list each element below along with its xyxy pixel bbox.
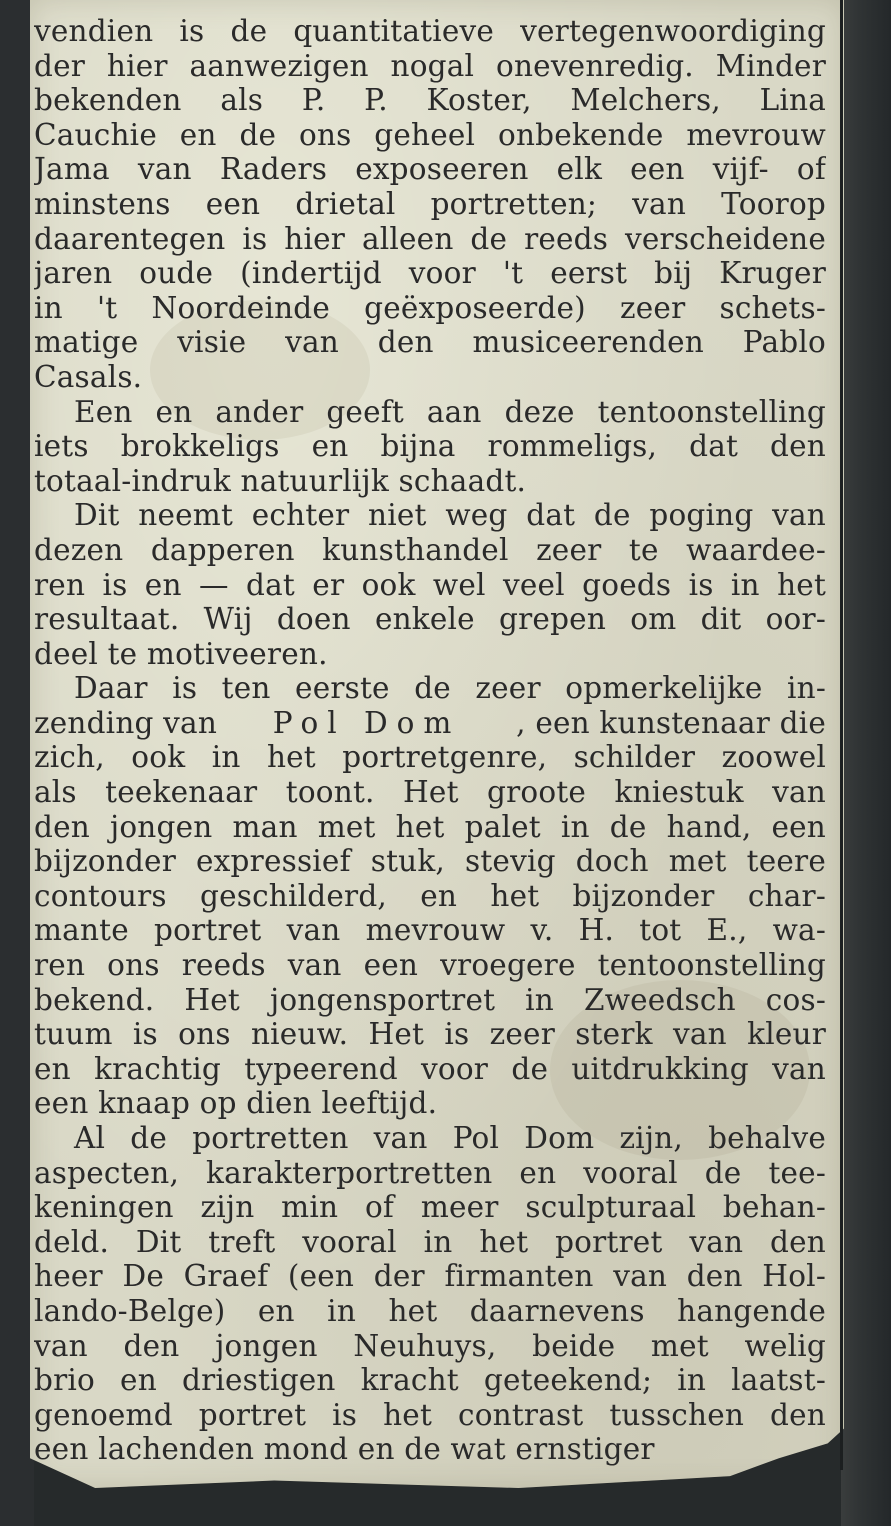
text-fragment: zending van bbox=[34, 705, 218, 740]
article-text bbox=[34, 14, 826, 1467]
text-line: deld. Dit treft vooral in het portret van den bbox=[34, 1224, 826, 1259]
text-line: in 't Noordeinde geëxposeerde) zeer schets- bbox=[34, 290, 826, 325]
text-line: bekenden als P. P. Koster, Melchers, Lina bbox=[34, 83, 826, 118]
text-line: den jongen man met het palet in de hand, een bbox=[34, 809, 826, 844]
text-line: heer De Graef (een der firmanten van den Hol- bbox=[34, 1259, 826, 1294]
text-line: matige visie van den musiceerenden Pablo bbox=[34, 325, 826, 360]
text-line: ren is en — dat er ook wel veel goeds is in het bbox=[34, 567, 826, 602]
text-line: iets brokkeligs en bijna rommeligs, dat den bbox=[34, 429, 826, 464]
text-line: mante portret van mevrouw v. H. tot E., wa- bbox=[34, 913, 826, 948]
text-line: deel te motiveeren. bbox=[34, 636, 328, 671]
text-line: minstens een drietal portretten; van Toorop bbox=[34, 186, 826, 221]
text-line: jaren oude (indertijd voor 't eerst bij Kruger bbox=[34, 256, 826, 291]
text-line: een lachenden mond en de wat ernstiger bbox=[34, 1432, 655, 1467]
text-line: zich, ook in het portretgenre, schilder zoowel bbox=[34, 740, 826, 775]
text-line: aspecten, karakterportretten en vooral de tee- bbox=[34, 1155, 826, 1190]
text-line: bekend. Het jongensportret in Zweedsch cos- bbox=[34, 982, 826, 1017]
text-line: der hier aanwezigen nogal onevenredig. Minder bbox=[34, 48, 826, 83]
artist-name: Pol Dom bbox=[272, 705, 461, 740]
text-line: Een en ander geeft aan deze tentoonstelling bbox=[74, 394, 826, 429]
text-line: een knaap op dien leeftijd. bbox=[34, 1086, 438, 1121]
text-line: genoemd portret is het contrast tusschen den bbox=[34, 1397, 826, 1432]
backdrop-left bbox=[0, 0, 34, 1526]
text-line: totaal-indruk natuurlijk schaadt. bbox=[34, 463, 527, 498]
text-line: Casals. bbox=[34, 359, 143, 394]
text-line: keningen zijn min of meer sculpturaal behan- bbox=[34, 1190, 826, 1225]
text-line: brio en driestigen kracht geteekend; in laatst- bbox=[34, 1363, 826, 1398]
text-line: lando-Belge) en in het daarnevens hangende bbox=[34, 1293, 826, 1328]
backdrop-right bbox=[841, 0, 891, 1526]
text-line bbox=[34, 706, 826, 741]
text-line: ren ons reeds van een vroegere tentoonstelling bbox=[34, 948, 826, 983]
text-fragment: , een kunstenaar die bbox=[516, 705, 826, 740]
text-line: als teekenaar toont. Het groote kniestuk van bbox=[34, 775, 826, 810]
text-line: Dit neemt echter niet weg dat de poging van bbox=[74, 498, 826, 533]
clipping-edge bbox=[840, 0, 843, 1470]
text-line: tuum is ons nieuw. Het is zeer sterk van kleur bbox=[34, 1017, 826, 1052]
text-line: Daar is ten eerste de zeer opmerkelijke in- bbox=[74, 671, 826, 706]
text-line: van den jongen Neuhuys, beide met welig bbox=[34, 1328, 826, 1363]
text-line: vendien is de quantitatieve vertegenwoordiging bbox=[34, 14, 826, 48]
text-line: bijzonder expressief stuk, stevig doch met teere bbox=[34, 844, 826, 879]
text-line: contours geschilderd, en het bijzonder char- bbox=[34, 878, 826, 913]
text-line: resultaat. Wij doen enkele grepen om dit oor- bbox=[34, 602, 826, 637]
text-line: Al de portretten van Pol Dom zijn, behalve bbox=[74, 1121, 826, 1155]
text-line: Jama van Raders exposeeren elk een vijf- of bbox=[34, 152, 826, 187]
text-line: daarentegen is hier alleen de reeds verscheidene bbox=[34, 221, 826, 256]
text-line: en krachtig typeerend voor de uitdrukking van bbox=[34, 1051, 826, 1086]
text-line: dezen dapperen kunsthandel zeer te waardee- bbox=[34, 532, 826, 567]
text-line: Cauchie en de ons geheel onbekende mevrouw bbox=[34, 117, 826, 152]
